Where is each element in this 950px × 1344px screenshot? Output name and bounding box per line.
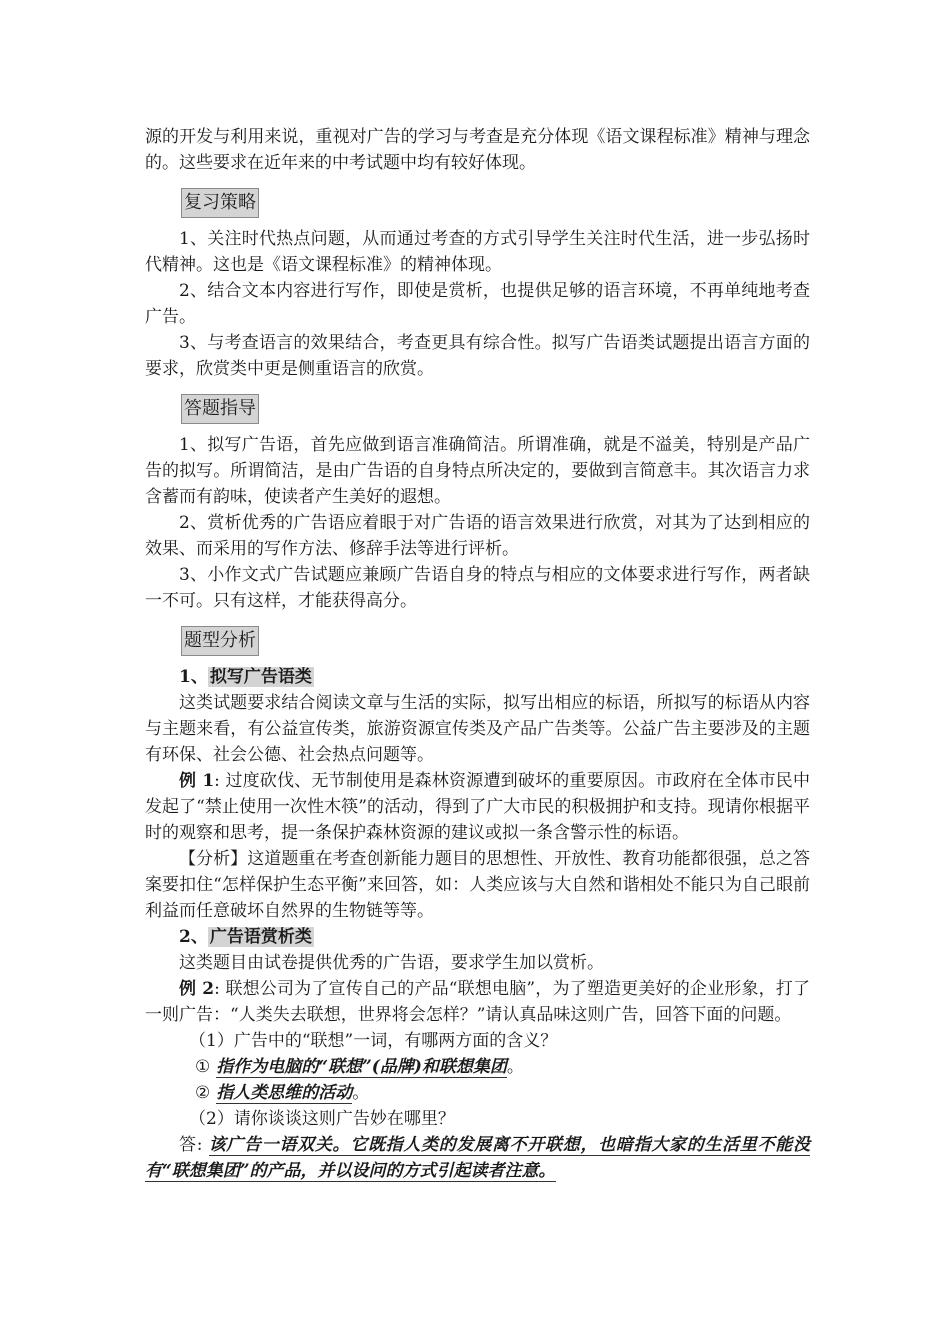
review-paragraph-1: 1、关注时代热点问题，从而通过考查的方式引导学生关注时代生活，进一步弘扬时代精神。这也是《语文课程标准》的精神体现。 bbox=[145, 229, 810, 275]
document-body bbox=[145, 124, 810, 1184]
example1-text: : 过度砍伐、无节制使用是森林资源遭到破坏的重要原因。市政府在全体市民中发起了“禁止使用一次性木筷”的活动，得到了广大市民的积极拥护和支持。现请你根据平时的观察和思考，提一条保护森林资源的建议或拟一条含警示性的标语。 bbox=[145, 771, 811, 843]
guide-paragraph-3: 3、小作文式广告试题应兼顾广告语自身的特点与相应的文体要求进行写作，两者缺一不可。只有这样，才能获得高分。 bbox=[145, 565, 810, 611]
example1-analysis: 【分析】这道题重在考查创新能力题目的思想性、开放性、教育功能都很强，总之答案要扣住“怎样保护生态平衡”来回答，如：人类应该与大自然和谐相处不能只为自己眼前利益而任意破坏自然界的生物链等等。 bbox=[145, 849, 810, 921]
guide-paragraph-1: 1、拟写广告语，首先应做到语言准确简洁。所谓准确，就是不溢美，特别是产品广告的拟写。所谓简洁，是由广告语的自身特点所决定的，要做到言简意丰。其次语言力求含蓄而有韵味，使读者产生美好的遐想。 bbox=[145, 435, 810, 507]
answer-1a: ① 指作为电脑的“联想”(品牌)和联想集团。 bbox=[195, 1057, 524, 1077]
answer-1a-text: 指作为电脑的“联想”(品牌)和联想集团 bbox=[216, 1057, 507, 1077]
type2-description: 这类题目由试卷提供优秀的广告语，要求学生加以赏析。 bbox=[179, 953, 604, 973]
answer-1b: ② 指人类思维的活动。 bbox=[195, 1083, 370, 1103]
intro-paragraph: 源的开发与利用来说，重视对广告的学习与考查是充分体现《语文课程标准》精神与理念的。这些要求在近年来的中考试题中均有较好体现。 bbox=[145, 127, 810, 173]
answer-2-text: 该广告一语双关。它既指人类的发展离不开联想，也暗指大家的生活里不能没有“联想集团”的产品，并以设问的方式引起读者注意。 bbox=[145, 1135, 810, 1181]
example2-text: : 联想公司为了宣传自己的产品“联想电脑”，为了塑造更美好的企业形象，打了一则广告：“人类失去联想，世界将会怎样？”请认真品味这则广告，回答下面的问题。 bbox=[145, 979, 811, 1025]
question-1: （1）广告中的“联想”一词，有哪两方面的含义？ bbox=[189, 1031, 558, 1051]
section-heading-guide bbox=[181, 394, 810, 422]
question-2: （2）请你谈谈这则广告妙在哪里？ bbox=[189, 1109, 455, 1129]
guide-paragraph-2: 2、赏析优秀的广告语应着眼于对广告语的语言效果进行欣赏，对其为了达到相应的效果、而采用的写作方法、修辞手法等进行评析。 bbox=[145, 513, 810, 559]
example1-label: 例 1 bbox=[179, 771, 215, 791]
example1 bbox=[145, 768, 810, 846]
answer-1b-text: 指人类思维的活动 bbox=[216, 1083, 353, 1103]
section-title: 复习策略 bbox=[181, 188, 259, 218]
section-title: 题型分析 bbox=[181, 626, 259, 656]
type1-label: 拟写广告语类 bbox=[209, 667, 312, 687]
example2-label: 例 2 bbox=[179, 979, 215, 999]
example2 bbox=[145, 976, 810, 1028]
section-title: 答题指导 bbox=[181, 394, 259, 424]
type1-description: 这类试题要求结合阅读文章与生活的实际，拟写出相应的标语，所拟写的标语从内容与主题来看，有公益宣传类，旅游资源宣传类及产品广告类等。公益广告主要涉及的主题有环保、社会公德、社会热点问题等。 bbox=[145, 693, 810, 765]
type2-label: 广告语赏析类 bbox=[209, 927, 312, 947]
review-paragraph-2: 2、结合文本内容进行写作，即使是赏析，也提供足够的语言环境，不再单纯地考查广告。 bbox=[145, 281, 810, 327]
section-heading-review bbox=[181, 188, 810, 216]
review-paragraph-3: 3、与考查语言的效果结合，考查更具有综合性。拟写广告语类试题提出语言方面的要求，欣赏类中更是侧重语言的欣赏。 bbox=[145, 333, 810, 379]
type2-heading: 2、 广告语赏析类 bbox=[179, 927, 312, 947]
section-heading-types bbox=[181, 626, 810, 654]
type1-heading: 1、 拟写广告语类 bbox=[179, 667, 312, 687]
answer-2: 答: 该广告一语双关。它既指人类的发展离不开联想，也暗指大家的生活里不能没有“联想集团”的产品，并以设问的方式引起读者注意。 bbox=[145, 1135, 810, 1181]
